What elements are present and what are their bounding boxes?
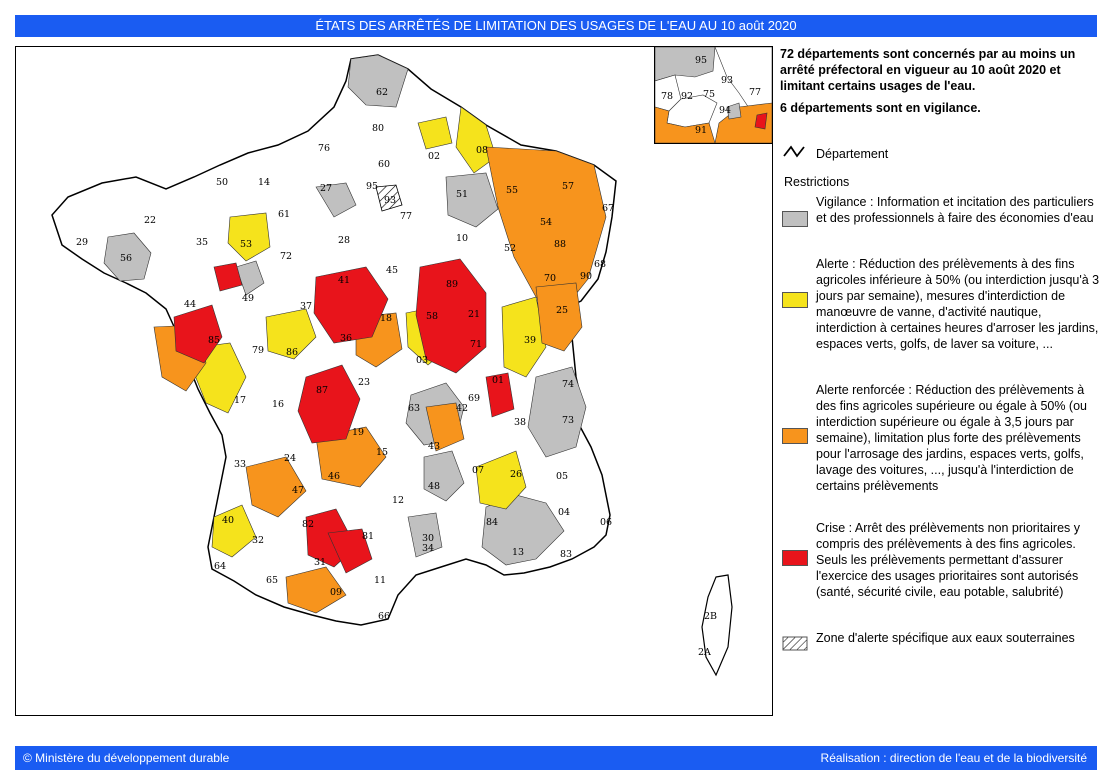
map-title: ÉTATS DES ARRÊTÉS DE LIMITATION DES USAGES DE L'EAU AU 10 août 2020 [15,15,1097,37]
summary-line-1: 72 départements sont concernés par au moins un arrêté préfectoral en vigueur au 10 août 2020 et limitant certains usages de l'eau. [780,47,1076,93]
dept-label: 81 [362,531,375,542]
alerte-swatch [782,292,808,308]
dept-label: 25 [556,305,569,316]
dept-label: 30 [422,533,435,544]
france-map[interactable] [15,46,773,716]
dept-label: 48 [428,481,441,492]
dept-label: 18 [380,313,393,324]
crise-label: Crise : Arrêt des prélèvements non prioritaires y compris des prélèvements à des fins agricoles. Seuls les prélèvements permettant d'assurer l'exercice des usages prioritaires sont autorisés (santé, sécurité civile, eau potable, salubrité) [816,521,1080,599]
dept-label: 71 [470,339,483,350]
legend-departement-label: Département [816,147,889,161]
dept-label: 19 [352,427,365,438]
dept-label: 80 [372,123,385,134]
dept-label: 35 [196,237,209,248]
dept-label: 74 [562,379,575,390]
dept-label: 79 [252,345,265,356]
dept-label: 54 [540,217,553,228]
alerte-renforcee-label: Alerte renforcée : Réduction des prélèvements à des fins agricoles supérieure ou égale à 50% (ou interdiction supérieure ou égale à 3,5 jours par semaine), limitation plus forte des prélèvements pour l'arrosage des jardins, espaces verts, golfs, lavage des voitures, ..., jusqu'à l'interdiction de certains prélèvements [816,383,1088,493]
dept-label: 57 [562,181,575,192]
dept-label: 86 [286,347,299,358]
dept-label: 23 [358,377,371,388]
footer [15,746,1097,770]
dept-label: 89 [446,279,459,290]
dept-label: 24 [284,453,297,464]
dept-label: 06 [600,517,613,528]
dept-label: 44 [184,299,197,310]
dept-label: 68 [594,259,607,270]
dept-label: 34 [422,543,435,554]
dept-label: 67 [602,203,615,214]
inset-label: 77 [749,87,762,98]
dept-label: 14 [258,177,271,188]
dept-label: 31 [314,557,327,568]
dept-label: 38 [514,417,527,428]
paris-inset-svg [655,47,772,143]
dept-label: 46 [328,471,341,482]
dept-label: 07 [472,465,485,476]
dept-label: 90 [580,271,593,282]
dept-label: 85 [208,335,221,346]
dept-label: 40 [222,515,235,526]
dept-label: 63 [408,403,421,414]
dept-label: 49 [242,293,255,304]
dept-label: 42 [456,403,469,414]
dept-label: 27 [320,183,333,194]
dept-label: 33 [234,459,247,470]
dept-label: 47 [292,485,305,496]
crise-swatch [782,550,808,566]
dept-label: 45 [386,265,399,276]
dept-label: 65 [266,575,279,586]
dept-label: 2A [698,647,711,658]
inset-label: 92 [681,91,694,102]
dept-label: 52 [504,243,517,254]
dept-label: 10 [456,233,469,244]
dept-label: 28 [338,235,351,246]
dept-label: 69 [468,393,481,404]
dept-label: 32 [252,535,265,546]
dept-label: 36 [340,333,353,344]
hatch-swatch-icon [782,636,810,652]
dept-label: 2B [704,611,718,622]
dept-label: 66 [378,611,391,622]
dept-label: 03 [416,355,429,366]
dept-label: 13 [512,547,525,558]
dept-label: 50 [216,177,229,188]
dept-label: 26 [510,469,523,480]
dept-label: 55 [506,185,519,196]
inset-label: 75 [703,89,716,100]
dept-label: 04 [558,507,571,518]
corsica-outline [702,575,732,675]
dept-label: 51 [456,189,469,200]
dept-label: 22 [144,215,157,226]
dept-label: 84 [486,517,499,528]
dept-label: 87 [316,385,329,396]
dept-label: 53 [240,239,253,250]
dept-label: 39 [524,335,537,346]
dept-label: 88 [554,239,567,250]
dept-label: 21 [468,309,481,320]
inset-label: 93 [721,75,734,86]
paris-inset-map[interactable] [654,46,773,144]
dept-label: 41 [338,275,351,286]
dept-label: 62 [376,87,389,98]
restrictions-title: Restrictions [784,175,850,189]
dept-label: 02 [428,151,441,162]
dept-label: 08 [476,145,489,156]
dept-label: 05 [556,471,569,482]
dept-label: 95 [366,181,379,192]
france-map-svg [16,47,772,715]
dept-label: 72 [280,251,293,262]
alerte-label: Alerte : Réduction des prélèvements à des fins agricoles inférieure à 50% (ou interdiction jusqu'à 3 jours par semaine), mesures d'interdiction de manœuvre de vanne, d'activité nautique, interdiction à certaines heures d'arroser les jardins, espaces verts, golfs, de laver sa voiture, ... [816,257,1100,351]
dept-label: 61 [278,209,291,220]
dept-label: 09 [330,587,343,598]
dept-label: 76 [318,143,331,154]
alerte-renforcee-swatch [782,428,808,444]
dept-label: 16 [272,399,285,410]
dept-label: 64 [214,561,227,572]
dept-label: 93 [384,195,397,206]
dept-label: 58 [426,311,439,322]
dept-label: 82 [302,519,315,530]
inset-label: 91 [695,125,708,136]
dept-label: 70 [544,273,557,284]
inset-label: 94 [719,105,732,116]
vigilance-label: Vigilance : Information et incitation des particuliers et des professionnels à faire des économies d'eau [816,195,1094,225]
dept-label: 43 [428,441,441,452]
dept-label: 12 [392,495,405,506]
inset-label: 95 [695,55,708,66]
legend [780,46,1100,645]
footer-copyright: © Ministère du développement durable [23,751,230,765]
dept-label: 01 [492,375,505,386]
department-line-icon [782,144,810,160]
dept-label: 56 [120,253,133,264]
zone-souterraine-label: Zone d'alerte spécifique aux eaux souterraines [816,631,1075,645]
dept-label: 17 [234,395,247,406]
dept-label: 77 [400,211,413,222]
footer-credit: Réalisation : direction de l'eau et de la biodiversité [820,751,1087,765]
dept-label: 83 [560,549,573,560]
dept-label: 60 [378,159,391,170]
dept-label: 37 [300,301,313,312]
summary-line-2: 6 départements sont en vigilance. [780,101,981,115]
dept-label: 29 [76,237,89,248]
dept-label: 73 [562,415,575,426]
inset-label: 78 [661,91,674,102]
dept-label: 11 [374,575,387,586]
vigilance-swatch [782,211,808,227]
dept-label: 15 [376,447,389,458]
